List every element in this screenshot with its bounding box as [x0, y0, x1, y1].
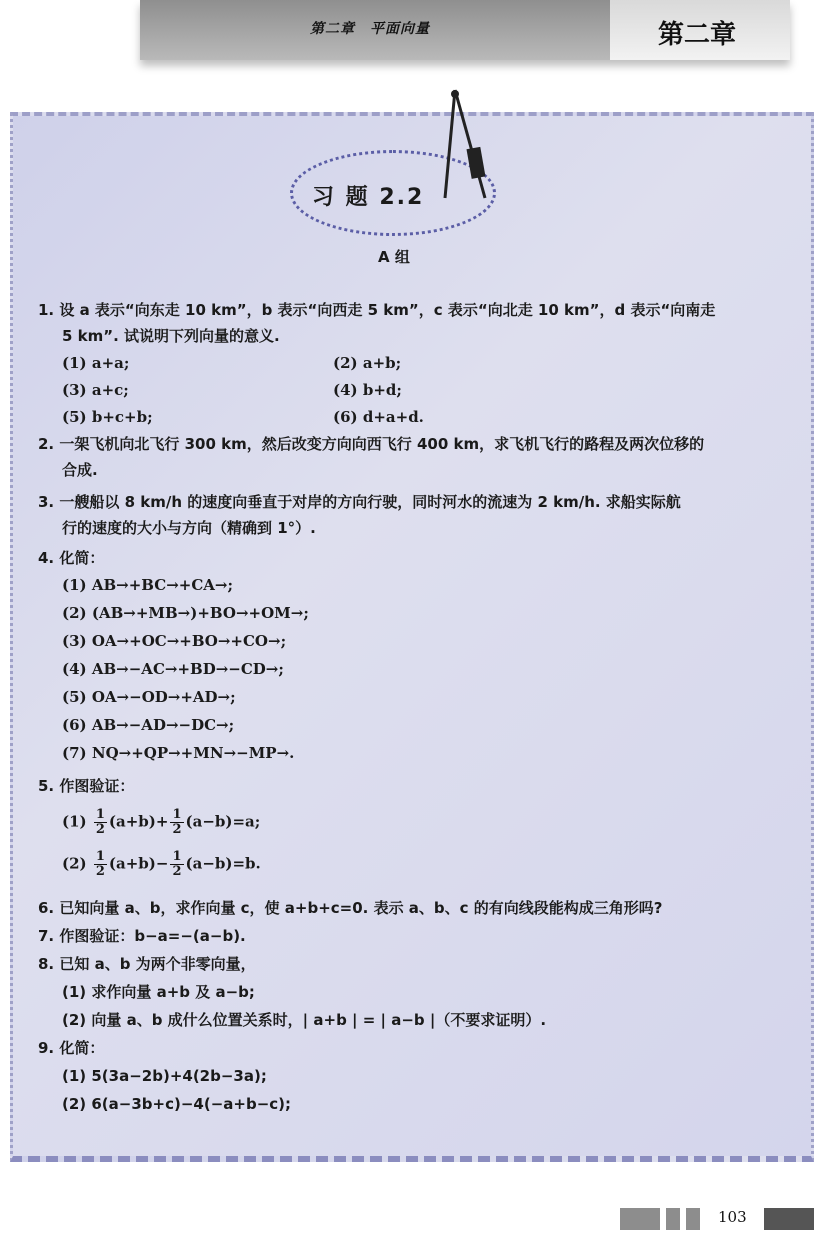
q2-line1: 2. 一架飞机向北飞行 300 km，然后改变方向向西飞行 400 km，求飞机飞行的路程及两次位移的 — [38, 435, 705, 453]
q5-item2-label: (2) — [62, 854, 87, 873]
q4-item: (6) AB→−AD→−DC→; — [62, 716, 235, 734]
q3-line1: 3. 一艘船以 8 km/h 的速度向垂直于对岸的方向行驶，同时河水的流速为 2 km/h. 求船实际航 — [38, 493, 681, 511]
q8-item: (2) 向量 a、b 成什么位置关系时，| a+b | = | a−b |（不要求证明）. — [62, 1011, 547, 1029]
group-label: A 组 — [378, 248, 410, 266]
q9-item: (1) 5(3a−2b)+4(2b−3a); — [62, 1067, 267, 1085]
q7: 7. 作图验证：b−a=−(a−b). — [38, 927, 246, 945]
q4-item: (5) OA→−OD→+AD→; — [62, 688, 236, 706]
q8-head: 8. 已知 a、b 为两个非零向量， — [38, 955, 256, 973]
q4-item: (1) AB→+BC→+CA→; — [62, 576, 234, 594]
fraction: $\frac{1}{2}$ — [172, 849, 182, 879]
q1-item: (6) d+a+d. — [333, 408, 424, 426]
q5-item2-b: (a−b)=b. — [185, 854, 261, 873]
fraction: $\frac{1}{2}$ — [95, 807, 105, 837]
q5-item1-b: (a−b)=a; — [185, 812, 261, 831]
q1-item: (3) a+c; — [62, 381, 129, 399]
compass-icon — [425, 88, 505, 208]
watermark-decoration — [53, 156, 173, 276]
chapter-badge-label: 第二章 — [658, 20, 737, 50]
q4-item: (4) AB→−AC→+BD→−CD→; — [62, 660, 284, 678]
q5-item2-a: (a+b)− — [108, 854, 169, 873]
q4-item: (2) (AB→+MB→)+BO→+OM→; — [62, 604, 309, 622]
q5-item1 — [62, 808, 260, 837]
q1-line2: 5 km”. 试说明下列向量的意义. — [62, 327, 280, 345]
fraction: $\frac{1}{2}$ — [95, 849, 105, 879]
q1-item: (4) b+d; — [333, 381, 402, 399]
q2-line2: 合成. — [62, 461, 98, 479]
q9-item: (2) 6(a−3b+c)−4(−a+b−c); — [62, 1095, 292, 1113]
q1-item: (2) a+b; — [333, 354, 402, 372]
chapter-header — [140, 0, 790, 60]
q8-item: (1) 求作向量 a+b 及 a−b; — [62, 983, 255, 1001]
q1-line1: 1. 设 a 表示“向东走 10 km”，b 表示“向西走 5 km”，c 表示“向北走 10 km”，d 表示“向南走 — [38, 301, 716, 319]
q5-item2 — [62, 850, 261, 879]
q1-item: (1) a+a; — [62, 354, 130, 372]
q5-item1-label: (1) — [62, 812, 87, 831]
q5-item1-a: (a+b)+ — [108, 812, 169, 831]
q4-head: 4. 化简： — [38, 549, 105, 567]
q9-head: 9. 化简： — [38, 1039, 105, 1057]
q6: 6. 已知向量 a、b，求作向量 c，使 a+b+c=0. 表示 a、b、c 的有向线段能构成三角形吗? — [38, 899, 663, 917]
q5-head: 5. 作图验证： — [38, 777, 135, 795]
q4-item: (3) OA→+OC→+BO→+CO→; — [62, 632, 287, 650]
q4-item: (7) NQ→+QP→+MN→−MP→. — [62, 744, 295, 762]
q1-item: (5) b+c+b; — [62, 408, 153, 426]
q3-line2: 行的速度的大小与方向（精确到 1°）. — [62, 519, 316, 537]
exercise-title: 习 题 2.2 — [312, 185, 425, 210]
fraction: $\frac{1}{2}$ — [172, 807, 182, 837]
page-number: 103 — [718, 1208, 747, 1226]
chapter-badge — [610, 0, 790, 60]
breadcrumb: 第二章 平面向量 — [310, 21, 430, 37]
